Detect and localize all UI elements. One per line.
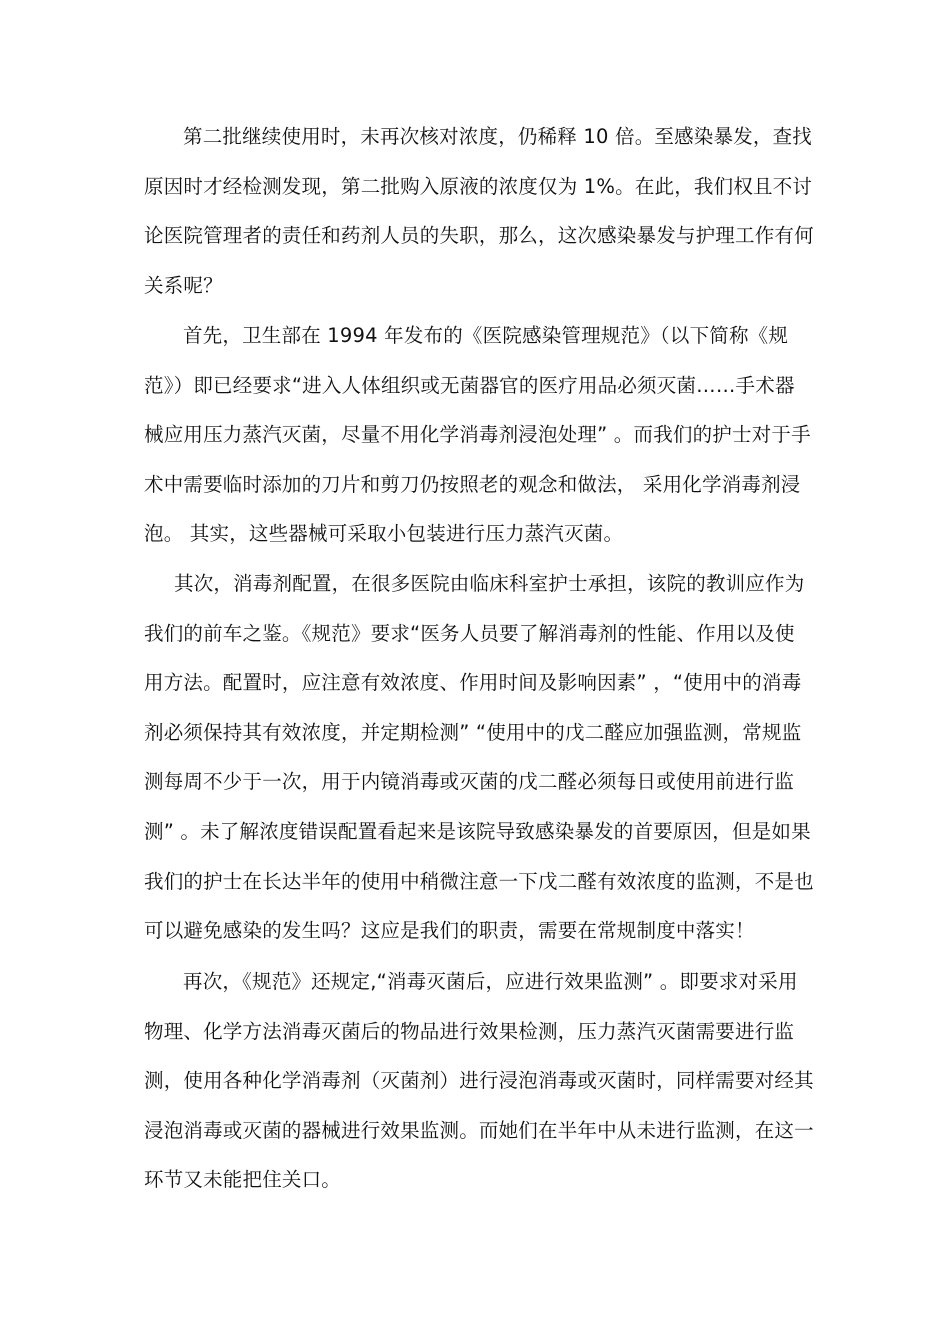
paragraph-3: 其次，消毒剂配置，在很多医院由临床科室护士承担，该院的教训应作为我们的前车之鉴。《规范》要求“医务人员要了解消毒剂的性能、作用以及使用方法。配置时，应注意有效浓度、作用时间及影响因素” ，“使用中的消毒剂必须保持其有效浓度，并定期检测” “使用中的戊二醛应加强监测，常规监测每周不少于一次，用于内镜消毒或灭菌的戊二醛必须每日或使用前进行监测” 。未了解浓度错误配置看起来是该院导致感染暴发的首要原因，但是如果我们的护士在长达半年的使用中稍微注意一下戊二醛有效浓度的监测，不是也可以避免感染的发生吗？这应是我们的职责，需要在常规制度中落实！ — [144, 572, 814, 943]
paragraph-1: 第二批继续使用时，未再次核对浓度，仍稀释 10 倍。至感染暴发，查找原因时才经检测发现，第二批购入原液的浓度仅为 1%。在此，我们权且不讨论医院管理者的责任和药剂人员的失职，那么，这次感染暴发与护理工作有何关系呢？ — [144, 125, 814, 297]
paragraph-4: 再次，《规范》还规定,“消毒灭菌后，应进行效果监测” 。即要求对采用物理、化学方法消毒灭菌后的物品进行效果检测，压力蒸汽灭菌需要进行监测，使用各种化学消毒剂（灭菌剂）进行浸泡消毒或灭菌时，同样需要对经其浸泡消毒或灭菌的器械进行效果监测。而她们在半年中从未进行监测，在这一环节又未能把住关口。 — [144, 970, 814, 1192]
paragraph-2: 首先，卫生部在 1994 年发布的《医院感染管理规范》（以下简称《规范》）即已经要求“进入人体组织或无菌器官的医疗用品必须灭菌……手术器械应用压力蒸汽灭菌，尽量不用化学消毒剂浸泡处理” 。而我们的护士对于手术中需要临时添加的刀片和剪刀仍按照老的观念和做法， 采用化学消毒剂浸泡。 其实，这些器械可采取小包装进行压力蒸汽灭菌。 — [144, 324, 811, 546]
